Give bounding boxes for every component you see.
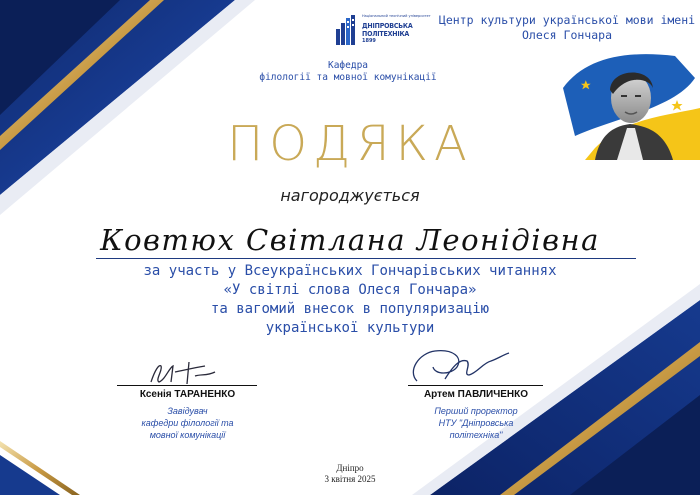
department-line-1: Кафедра: [327, 60, 369, 71]
date: 3 квітня 2025: [324, 474, 376, 484]
role-right-line-1: Перший проректор: [434, 406, 518, 416]
reason-line-3: та вагомий внесок в популяризацію: [210, 301, 490, 317]
recipient-underline: [96, 258, 636, 259]
role-left-line-3: мовної комунікації: [149, 430, 226, 440]
role-left-line-1: Завідувач: [167, 406, 208, 416]
reason-line-4: української культури: [265, 320, 435, 336]
role-right-line-3: політехніка": [449, 430, 503, 440]
department-line-2: філології та мовної комунікації: [259, 72, 437, 83]
recipient-name: Ковтюх Світлана Леонідівна: [100, 223, 600, 257]
signatory-role-left: [110, 405, 265, 441]
signature-right: [405, 345, 515, 387]
university-logo: [336, 13, 431, 47]
place: Дніпро: [336, 463, 364, 473]
reason-line-2: «У світлі слова Олеся Гончара»: [223, 282, 477, 298]
certificate-title: ПОДЯКА: [227, 116, 473, 172]
awarded-text: нагороджується: [280, 186, 420, 205]
role-right-line-2: НТУ "Дніпровська: [438, 418, 514, 428]
award-reason: [90, 262, 610, 338]
logo-small-text: Національний технічний університет: [362, 14, 431, 18]
signatory-name-left: Ксенія ТАРАНЕНКО: [139, 389, 236, 400]
signatory-name-right: Артем ПАВЛИЧЕНКО: [423, 389, 529, 400]
ribbon-bottom-left-navy: [0, 455, 60, 495]
signature-left: [145, 358, 225, 388]
signatory-role-right: [400, 405, 552, 441]
star-icon: [672, 100, 683, 111]
department: [208, 60, 488, 84]
signature-line-right: [408, 385, 543, 386]
place-and-date: [300, 463, 400, 485]
center-name: Центр культури української мови імені Олеся Гончара: [438, 13, 696, 42]
signature-line-left: [117, 385, 257, 386]
reason-line-1: за участь у Всеукраїнських Гончарівських читаннях: [143, 263, 557, 279]
logo-name: ДНІПРОВСЬКА ПОЛІТЕХНІКА: [362, 22, 413, 38]
role-left-line-2: кафедри філології та: [141, 418, 234, 428]
logo-year: 1899: [362, 38, 376, 44]
portrait-of-oles-honchar: [555, 48, 700, 160]
logo-bars-icon: [336, 15, 358, 45]
